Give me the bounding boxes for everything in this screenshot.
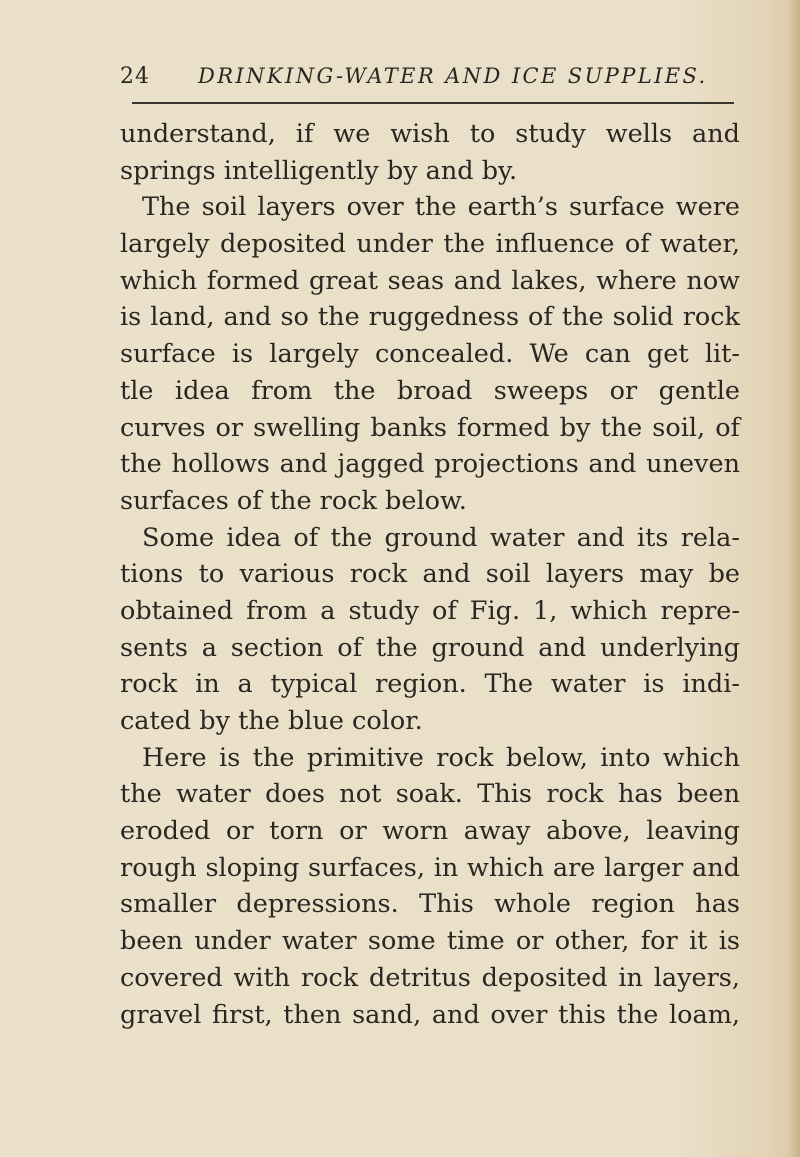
text-line: the water does not soak. This rock has been [120, 779, 740, 810]
text-line: obtained from a study of Fig. 1, which repre- [120, 595, 740, 626]
text-line: surfaces of the rock below. [120, 485, 467, 516]
text-line: smaller depressions. This whole region has [120, 889, 740, 920]
header-rule [132, 102, 734, 104]
text-line: which formed great seas and lakes, where now [120, 265, 740, 296]
text-line: The soil layers over the earth’s surface were [142, 192, 740, 223]
text-line: largely deposited under the influence of water, [120, 229, 740, 260]
page-number: 24 [120, 64, 150, 89]
text-line: tions to various rock and soil layers may be [120, 559, 740, 590]
text-line: covered with rock detritus deposited in layers, [120, 962, 740, 993]
text-line: rough sloping surfaces, in which are larger and [120, 852, 740, 883]
running-head: DRINKING-WATER AND ICE SUPPLIES. [198, 64, 708, 88]
text-line: sents a section of the ground and underlying [120, 632, 740, 663]
text-line: eroded or torn or worn away above, leaving [120, 816, 740, 847]
page-header [120, 60, 740, 96]
text-line: cated by the blue color. [120, 706, 423, 736]
text-line: tle idea from the broad sweeps or gentle [120, 375, 740, 406]
text-line: Here is the primitive rock below, into which [142, 742, 740, 773]
page-edge-shadow [788, 0, 800, 1157]
text-line: been under water some time or other, for it is [120, 926, 740, 957]
text-line: surface is largely concealed. We can get lit- [120, 339, 740, 370]
text-line: the hollows and jagged projections and uneven [120, 449, 740, 480]
body-text [120, 116, 740, 1033]
text-line: understand, if we wish to study wells and [120, 119, 740, 149]
text-line: springs intelligently by and by. [120, 155, 518, 186]
text-line: Some idea of the ground water and its rela- [142, 522, 740, 553]
text-line: rock in a typical region. The water is indi- [120, 669, 740, 700]
text-line: gravel first, then sand, and over this the loam, [120, 999, 740, 1030]
text-line: is land, and so the ruggedness of the solid rock [120, 302, 740, 333]
text-line: curves or swelling banks formed by the soil, of [120, 412, 740, 443]
